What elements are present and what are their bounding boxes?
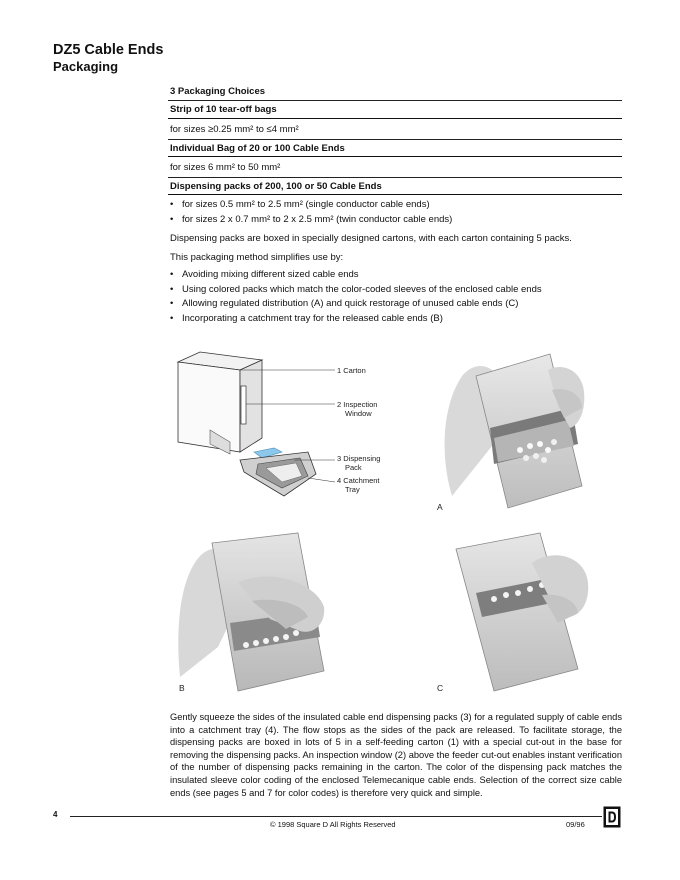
photo-a-dispensing <box>432 346 592 516</box>
panel-label-c: C <box>437 683 444 693</box>
footer-divider <box>70 816 602 817</box>
individual-sizes: for sizes 6 mm² to 50 mm² <box>170 162 281 173</box>
photo-b-catchment <box>174 527 336 697</box>
divider <box>168 139 622 140</box>
footer-date: 09/96 <box>566 820 585 829</box>
list-item: • for sizes 0.5 mm² to 2.5 mm² (single conductor cable ends) <box>170 198 452 213</box>
panel-label-a: A <box>437 502 443 512</box>
divider <box>168 194 622 195</box>
page-subtitle: Packaging <box>53 59 119 74</box>
description-paragraph: Gently squeeze the sides of the insulated cable end dispensing packs (3) for a regulated supply of cable ends into a catchment tray (4). The flow stops as the sides of the pack are released. To facilitate storage, the dispensing packs are boxed in lots of 5 in a self-feeding carton (1) with a special cut-out in the base for removing the dispensing packs. An inspection window (2) above the feeder cut-out enables instant verification of the number of dispensing packs remaining in the carton. The color of the dispensing pack matches the insulated sleeve color coding of the enclosed Telemecanique cable ends. Selection of the correct size cable ends (see pages 5 and 7 for color codes) is therefore very quick and simple. <box>170 712 622 798</box>
list-item: • Incorporating a catchment tray for the released cable ends (B) <box>170 312 542 327</box>
copyright: © 1998 Square D All Rights Reserved <box>270 820 396 829</box>
divider <box>168 156 622 157</box>
callout-dispensing: 3 Dispensing <box>337 454 381 463</box>
dispensing-label: Dispensing packs of 200, 100 or 50 Cable Ends <box>170 181 382 192</box>
page-number: 4 <box>53 810 58 819</box>
square-d-logo <box>603 806 621 828</box>
list-item: • Avoiding mixing different sized cable ends <box>170 268 542 283</box>
simplifies-text: This packaging method simplifies use by: <box>170 252 344 263</box>
individual-label: Individual Bag of 20 or 100 Cable Ends <box>170 143 345 154</box>
callout-catchment: 4 Catchment <box>337 476 380 485</box>
list-item: • for sizes 2 x 0.7 mm² to 2 x 2.5 mm² (twin conductor cable ends) <box>170 213 452 228</box>
strip-sizes: for sizes ≥0.25 mm² to ≤4 mm² <box>170 124 299 135</box>
dispensing-size-list <box>170 198 452 227</box>
inspection-window <box>241 386 246 424</box>
divider <box>168 100 622 101</box>
cartons-text: Dispensing packs are boxed in specially designed cartons, with each carton containing 5 packs. <box>170 233 572 244</box>
callout-pack: Pack <box>345 463 362 472</box>
page-title: DZ5 Cable Ends <box>53 42 164 58</box>
divider <box>168 118 622 119</box>
callout-carton: 1 Carton <box>337 366 366 375</box>
list-item: • Using colored packs which match the color-coded sleeves of the enclosed cable ends <box>170 283 542 298</box>
divider <box>168 177 622 178</box>
panel-label-b: B <box>179 683 185 693</box>
callout-tray: Tray <box>345 485 360 494</box>
list-item: • Allowing regulated distribution (A) and quick restorage of unused cable ends (C) <box>170 297 542 312</box>
strip-label: Strip of 10 tear-off bags <box>170 104 277 115</box>
choices-heading: 3 Packaging Choices <box>170 86 266 97</box>
callout-inspection: 2 Inspection <box>337 400 378 409</box>
callout-window: Window <box>345 409 372 418</box>
photo-c-restorage <box>432 527 592 697</box>
benefits-list <box>170 268 542 326</box>
